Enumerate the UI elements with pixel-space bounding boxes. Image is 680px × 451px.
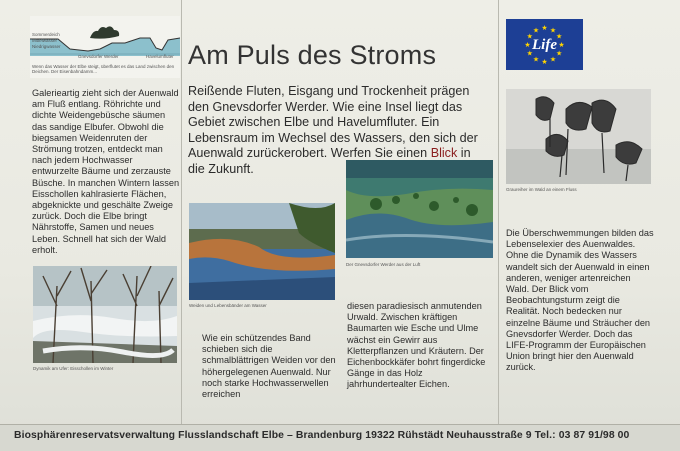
eu-star-icon: ★ — [526, 50, 533, 58]
winter-ice-photo — [33, 266, 177, 363]
eu-star-icon: ★ — [541, 59, 548, 66]
eu-star-icon: ★ — [524, 42, 531, 49]
eu-star-icon: ★ — [541, 25, 548, 32]
eu-star-icon: ★ — [549, 27, 557, 35]
eu-star-icon: ★ — [556, 33, 563, 41]
diagram-label: Sommerdeich — [32, 32, 60, 37]
photo-caption: Weiden und Lebensbänder am Wasser — [189, 303, 267, 308]
photo-caption: Graureiher im Wald an einem Fluss — [506, 187, 577, 192]
footer-bar — [0, 424, 680, 451]
eu-star-icon: ★ — [532, 27, 540, 35]
life-logo-text: Life — [532, 37, 557, 53]
eu-star-icon: ★ — [532, 56, 540, 64]
intro-text-part: in die Zukunft. — [188, 146, 471, 176]
eu-star-icon: ★ — [558, 42, 565, 49]
column-1-text: Galerieartig zieht sich der Auenwald am Fluß entlang. Röhrichte und dichte Weidengebüsche säumen das sandige Elbufer. Obwohl die biegsamen Weidenruten der Strömung trotzen, entdeckt man nach jedem Hochwasser entwurzelte Bäume und zerzauste Büsche. In manchen Wintern lassen Eisschollen kahlrasierte Flächen, abgeknickte und geschälte Zweige zurück. Doch die Elbe bringt Nährstoffe, Samen und neues Leben. Schnell hat sich der Wald erholt. — [32, 88, 180, 255]
eu-star-icon: ★ — [556, 50, 563, 58]
column-divider — [181, 0, 182, 428]
column-divider — [498, 0, 499, 428]
willows-photo — [189, 203, 335, 300]
diagram-caption: Wenn das Wasser der Elbe steigt, überflutet es das Land zwischen den Deichen. Der Eisenbahndamm... — [32, 64, 175, 74]
diagram-label: Gnevsdorfer Werder — [78, 54, 119, 59]
eu-star-icon: ★ — [549, 56, 557, 64]
intro-text-part: Reißende Fluten, Eisgang und Trockenheit prägen den Gnevsdorfer Werder. Wie eine Insel liegt das Gebiet zwischen Elbe und Havelumfluter. Ein Lebensraum im Wechsel des Wassers, den sich der Auenwald zurückerobert. Werfen Sie einen — [188, 84, 478, 161]
eu-life-logo — [506, 19, 583, 70]
footer-address: Biosphärenreservatsverwaltung Flusslandschaft Elbe – Brandenburg 19322 Rühstädt Neuhausstraße 9 Tel.: 03 87 91/98 00 — [14, 430, 630, 441]
diagram-label: Mittelwasser — [32, 38, 58, 43]
cranes-photo — [506, 89, 651, 184]
column-3-text: diesen paradiesisch anmutenden Urwald. Zwischen kräftigen Baumarten wie Esche und Ulme wächst ein Gewirr aus Kletterpflanzen und Kräutern. Der Eichenbockkäfer bohrt fingerdicke Gänge in das Holz jahrhundertealter Eichen. — [347, 301, 486, 390]
column-2-text: Wie ein schützendes Band schieben sich die schmalblättrigen Weiden vor den höhergelegenen Auenwald. Nur noch starke Hochwasserwellen erreichen — [202, 333, 336, 400]
intro-highlight: Blick — [430, 146, 458, 161]
cross-section-diagram — [30, 16, 180, 78]
eu-star-icon: ★ — [526, 33, 533, 41]
page-title: Am Puls des Stroms — [188, 40, 437, 70]
diagram-label: Havelumfluter — [146, 54, 174, 59]
aerial-photo — [346, 160, 493, 258]
diagram-label: Niedrigwasser — [32, 44, 61, 49]
photo-caption: Der Gnevsdorfer Werder aus der Luft — [346, 262, 421, 267]
column-4-text: Die Überschwemmungen bilden das Lebenselexier des Auenwaldes. Ohne die Dynamik des Wassers wandelt sich der Auenwald in einen anderen, weniger artenreichen Wald. Der Blick vom Beobachtungsturm zeigt die Realität. Noch bedecken nur einzelne Bäume und Sträucher den Gnevsdorfer Werder. Doch das LIFE-Programm der Europäischen Union bringt hier den Auenwald zurück. — [506, 228, 654, 373]
photo-caption: Dynamik am Ufer: Eisschollen im Winter — [33, 366, 114, 371]
